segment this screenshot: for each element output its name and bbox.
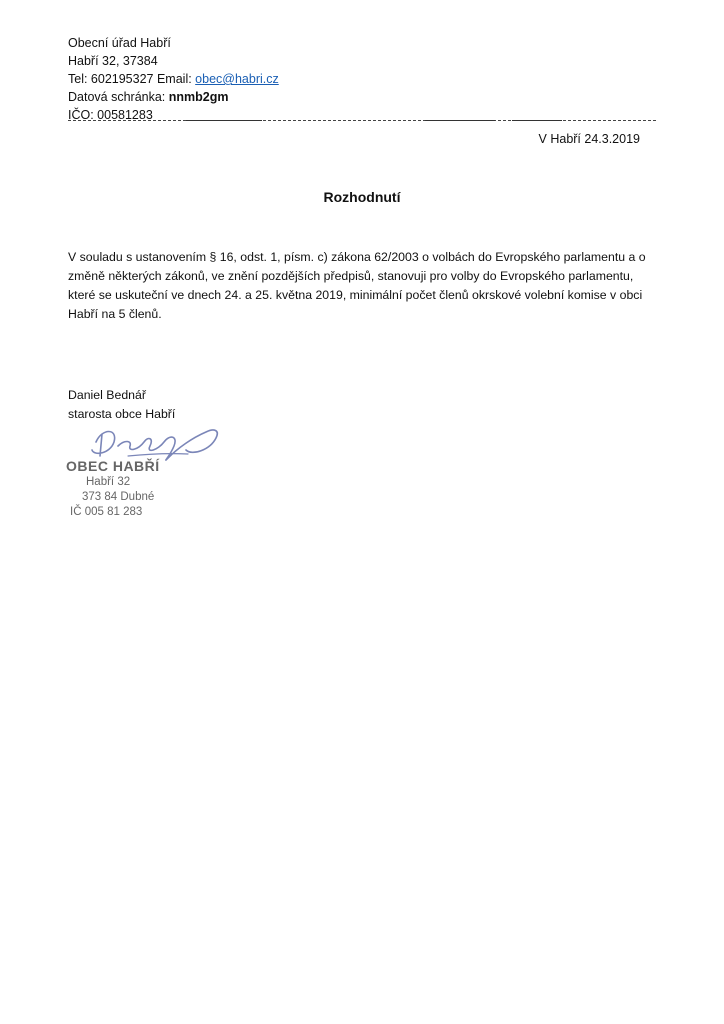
stamp-line: IČ 005 81 283	[70, 506, 143, 518]
phone-text: Tel: 602195327 Email:	[68, 72, 196, 86]
databox-id: nnmb2gm	[168, 90, 229, 104]
letterhead	[68, 34, 279, 124]
separator-segment	[512, 120, 562, 121]
databox-line	[68, 88, 279, 106]
decision-text	[68, 248, 658, 324]
signatory-block	[68, 386, 175, 424]
body-line: které se uskuteční ve dnech 24. a 25. května 2019, minimální počet členů okrskové volební komise v obci	[68, 288, 643, 302]
official-stamp	[66, 458, 160, 520]
stamp-line: Habří 32	[86, 476, 131, 488]
contact-line	[68, 70, 279, 88]
stamp-name: OBEC HABŘÍ	[66, 458, 160, 474]
separator-segment	[425, 120, 495, 121]
databox-label: Datová schránka:	[68, 90, 169, 104]
office-name: Obecní úřad Habří	[68, 36, 171, 50]
separator-segment	[186, 120, 262, 121]
document-date: V Habří 24.3.2019	[538, 132, 640, 146]
body-line: V souladu s ustanovením § 16, odst. 1, písm. c) zákona 62/2003 o volbách do Evropského parlamentu a o	[68, 250, 646, 264]
header-separator	[68, 120, 656, 121]
stamp-line: 373 84 Dubné	[82, 491, 155, 503]
body-line: změně některých zákonů, ve znění pozdějších předpisů, stanovuji pro volby do Evropského parlamentu,	[68, 269, 634, 283]
signatory-name: Daniel Bednář	[68, 388, 146, 402]
office-address: Habří 32, 37384	[68, 54, 158, 68]
ico-line: IČO: 00581283	[68, 108, 153, 122]
email-link[interactable]: obec@habri.cz	[195, 72, 279, 86]
signatory-role: starosta obce Habří	[68, 407, 176, 421]
document-title: Rozhodnutí	[323, 189, 401, 205]
body-line: Habří na 5 členů.	[68, 307, 162, 321]
